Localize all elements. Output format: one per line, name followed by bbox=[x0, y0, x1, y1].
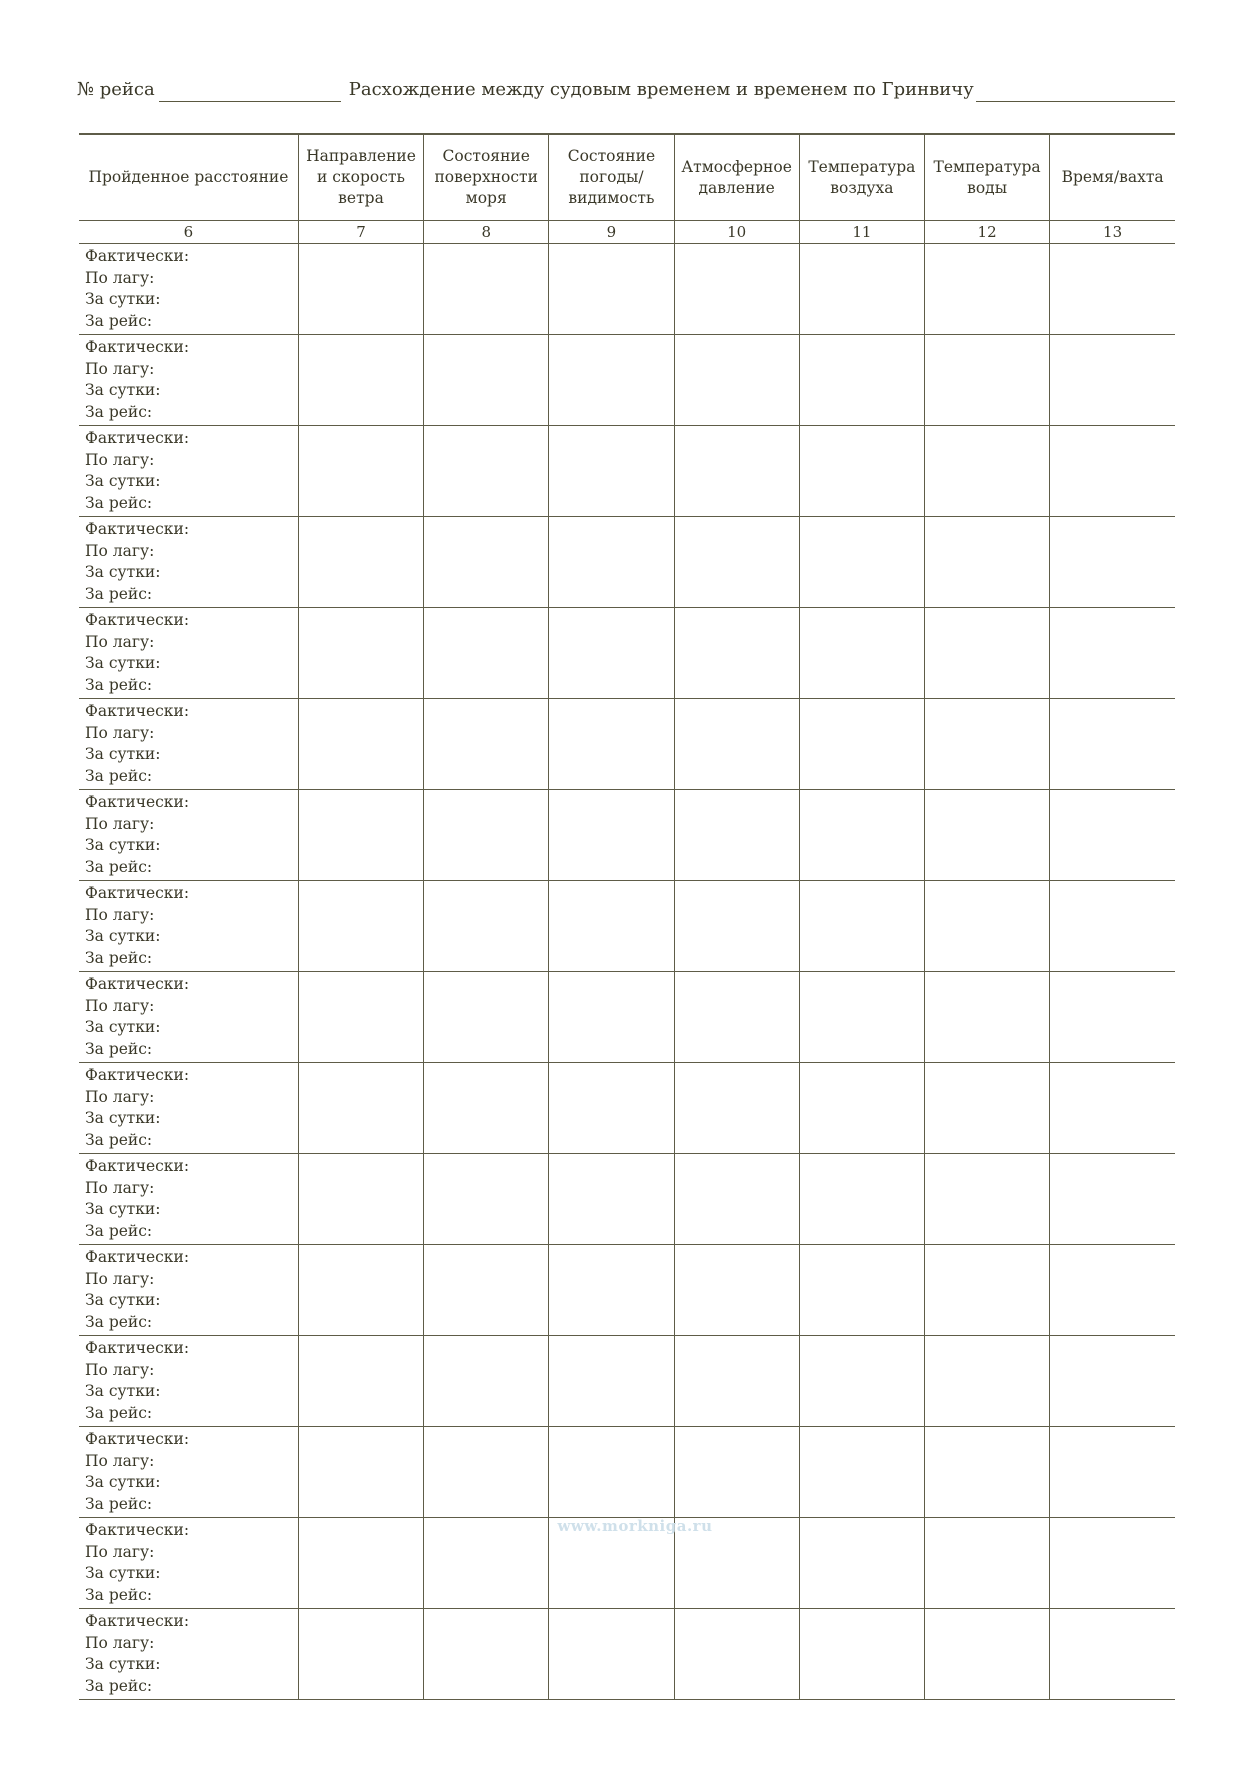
gmt-difference-field[interactable] bbox=[976, 79, 1175, 102]
row-label: За рейс: bbox=[85, 1676, 153, 1695]
row-label: Фактически: bbox=[85, 1157, 190, 1175]
entry-cell[interactable] bbox=[924, 1427, 1049, 1518]
row-label: За сутки: bbox=[85, 1382, 161, 1400]
entry-cell[interactable] bbox=[674, 1609, 799, 1700]
row-label: Фактически: bbox=[85, 611, 190, 629]
entry-cell[interactable] bbox=[298, 1427, 423, 1518]
row-label: За рейс: bbox=[85, 1403, 153, 1422]
row-label: По лагу: bbox=[85, 814, 155, 833]
table-row bbox=[79, 608, 1175, 699]
row-label: По лагу: bbox=[85, 450, 155, 469]
row-label: За сутки: bbox=[85, 1655, 161, 1673]
entry-cell[interactable] bbox=[424, 426, 549, 517]
entry-cell[interactable] bbox=[799, 608, 924, 699]
entry-cell[interactable] bbox=[549, 517, 674, 608]
entry-cell[interactable] bbox=[1050, 1245, 1175, 1336]
distance-labels-cell bbox=[79, 881, 298, 972]
distance-labels-cell bbox=[79, 244, 298, 335]
entry-cell[interactable] bbox=[1050, 1336, 1175, 1427]
entry-cell[interactable] bbox=[674, 426, 799, 517]
entry-cell[interactable] bbox=[799, 335, 924, 426]
voyage-number-label: № рейса bbox=[77, 79, 155, 100]
row-label: За рейс: bbox=[85, 1585, 153, 1604]
row-label: По лагу: bbox=[85, 359, 155, 378]
entry-cell[interactable] bbox=[1050, 608, 1175, 699]
entry-cell[interactable] bbox=[549, 335, 674, 426]
entry-cell[interactable] bbox=[424, 1063, 549, 1154]
row-label: Фактически: bbox=[85, 884, 190, 902]
row-label: За рейс: bbox=[85, 1130, 153, 1149]
row-label: За рейс: bbox=[85, 402, 153, 421]
column-header-row bbox=[79, 134, 1175, 221]
table-row bbox=[79, 1336, 1175, 1427]
entry-cell[interactable] bbox=[549, 972, 674, 1063]
column-number: 9 bbox=[549, 221, 674, 244]
entry-cell[interactable] bbox=[424, 1245, 549, 1336]
entry-cell[interactable] bbox=[674, 244, 799, 335]
entry-cell[interactable] bbox=[1050, 881, 1175, 972]
watermark: www.morkniga.ru bbox=[557, 1517, 713, 1535]
entry-cell[interactable] bbox=[298, 699, 423, 790]
entry-cell[interactable] bbox=[298, 426, 423, 517]
entry-cell[interactable] bbox=[1050, 1518, 1175, 1609]
entry-cell[interactable] bbox=[549, 426, 674, 517]
column-header: Время/вахта bbox=[1050, 134, 1175, 221]
row-label: За сутки: bbox=[85, 1564, 161, 1582]
column-number: 10 bbox=[674, 221, 799, 244]
column-number: 6 bbox=[79, 221, 298, 244]
entry-cell[interactable] bbox=[799, 1609, 924, 1700]
entry-cell[interactable] bbox=[549, 608, 674, 699]
distance-labels-cell bbox=[79, 1245, 298, 1336]
entry-cell[interactable] bbox=[924, 335, 1049, 426]
column-header: Атмосферное давление bbox=[674, 134, 799, 221]
entry-cell[interactable] bbox=[424, 335, 549, 426]
entry-cell[interactable] bbox=[924, 790, 1049, 881]
row-label: По лагу: bbox=[85, 1360, 155, 1379]
row-label: За рейс: bbox=[85, 857, 153, 876]
row-label: За сутки: bbox=[85, 654, 161, 672]
entry-cell[interactable] bbox=[924, 1063, 1049, 1154]
entry-cell[interactable] bbox=[1050, 244, 1175, 335]
distance-labels-cell bbox=[79, 1518, 298, 1609]
entry-cell[interactable] bbox=[1050, 335, 1175, 426]
entry-cell[interactable] bbox=[674, 1063, 799, 1154]
row-label: За сутки: bbox=[85, 927, 161, 945]
entry-cell[interactable] bbox=[424, 1427, 549, 1518]
table-row bbox=[79, 517, 1175, 608]
row-label: Фактически: bbox=[85, 429, 190, 447]
entry-cell[interactable] bbox=[424, 1336, 549, 1427]
entry-cell[interactable] bbox=[674, 335, 799, 426]
row-label: За сутки: bbox=[85, 290, 161, 308]
row-label: За рейс: bbox=[85, 493, 153, 512]
entry-cell[interactable] bbox=[924, 1609, 1049, 1700]
entry-cell[interactable] bbox=[674, 790, 799, 881]
entry-cell[interactable] bbox=[424, 1154, 549, 1245]
row-label: За рейс: bbox=[85, 766, 153, 785]
row-label: Фактически: bbox=[85, 338, 190, 356]
row-label: Фактически: bbox=[85, 1066, 190, 1084]
row-label: Фактически: bbox=[85, 247, 190, 265]
entry-cell[interactable] bbox=[549, 699, 674, 790]
column-number: 12 bbox=[924, 221, 1049, 244]
row-label: За сутки: bbox=[85, 1200, 161, 1218]
entry-cell[interactable] bbox=[1050, 790, 1175, 881]
entry-cell[interactable] bbox=[549, 1609, 674, 1700]
log-table-body bbox=[79, 244, 1175, 1700]
row-label: По лагу: bbox=[85, 905, 155, 924]
row-label: За сутки: bbox=[85, 1109, 161, 1127]
entry-cell[interactable] bbox=[799, 426, 924, 517]
entry-cell[interactable] bbox=[1050, 699, 1175, 790]
row-label: Фактически: bbox=[85, 1521, 190, 1539]
entry-cell[interactable] bbox=[924, 1518, 1049, 1609]
distance-labels-cell bbox=[79, 1427, 298, 1518]
row-label: Фактически: bbox=[85, 1339, 190, 1357]
table-row bbox=[79, 1609, 1175, 1700]
row-label: По лагу: bbox=[85, 632, 155, 651]
entry-cell[interactable] bbox=[298, 1063, 423, 1154]
entry-cell[interactable] bbox=[549, 1427, 674, 1518]
entry-cell[interactable] bbox=[298, 517, 423, 608]
row-label: По лагу: bbox=[85, 996, 155, 1015]
table-row bbox=[79, 244, 1175, 335]
entry-cell[interactable] bbox=[424, 1609, 549, 1700]
column-header: Состояние погоды/ видимость bbox=[549, 134, 674, 221]
row-label: Фактически: bbox=[85, 793, 190, 811]
entry-cell[interactable] bbox=[799, 1336, 924, 1427]
entry-cell[interactable] bbox=[298, 1518, 423, 1609]
entry-cell[interactable] bbox=[674, 699, 799, 790]
entry-cell[interactable] bbox=[549, 244, 674, 335]
table-row bbox=[79, 1063, 1175, 1154]
entry-cell[interactable] bbox=[549, 1063, 674, 1154]
entry-cell[interactable] bbox=[799, 972, 924, 1063]
table-row bbox=[79, 426, 1175, 517]
entry-cell[interactable] bbox=[298, 335, 423, 426]
entry-cell[interactable] bbox=[298, 1609, 423, 1700]
entry-cell[interactable] bbox=[674, 881, 799, 972]
entry-cell[interactable] bbox=[424, 790, 549, 881]
table-row bbox=[79, 335, 1175, 426]
table-row bbox=[79, 1245, 1175, 1336]
row-label: По лагу: bbox=[85, 541, 155, 560]
entry-cell[interactable] bbox=[1050, 1427, 1175, 1518]
column-header: Состояние поверхности моря bbox=[424, 134, 549, 221]
log-table bbox=[79, 133, 1175, 1700]
row-label: За сутки: bbox=[85, 745, 161, 763]
entry-cell[interactable] bbox=[799, 244, 924, 335]
entry-cell[interactable] bbox=[1050, 972, 1175, 1063]
entry-cell[interactable] bbox=[298, 608, 423, 699]
row-label: По лагу: bbox=[85, 1542, 155, 1561]
row-label: Фактически: bbox=[85, 975, 190, 993]
column-header: Температура воды bbox=[924, 134, 1049, 221]
entry-cell[interactable] bbox=[799, 517, 924, 608]
table-row bbox=[79, 1154, 1175, 1245]
entry-cell[interactable] bbox=[924, 972, 1049, 1063]
row-label: За рейс: bbox=[85, 584, 153, 603]
column-number: 13 bbox=[1050, 221, 1175, 244]
column-number: 7 bbox=[298, 221, 423, 244]
row-label: По лагу: bbox=[85, 1269, 155, 1288]
row-label: За сутки: bbox=[85, 1291, 161, 1309]
distance-labels-cell bbox=[79, 1063, 298, 1154]
table-row bbox=[79, 1427, 1175, 1518]
column-number: 11 bbox=[799, 221, 924, 244]
row-label: За сутки: bbox=[85, 1018, 161, 1036]
entry-cell[interactable] bbox=[424, 881, 549, 972]
entry-cell[interactable] bbox=[298, 1154, 423, 1245]
entry-cell[interactable] bbox=[924, 1336, 1049, 1427]
table-row bbox=[79, 699, 1175, 790]
entry-cell[interactable] bbox=[799, 1427, 924, 1518]
row-label: За рейс: bbox=[85, 1039, 153, 1058]
column-number-row bbox=[79, 221, 1175, 244]
entry-cell[interactable] bbox=[924, 881, 1049, 972]
row-label: Фактически: bbox=[85, 1248, 190, 1266]
entry-cell[interactable] bbox=[799, 881, 924, 972]
entry-cell[interactable] bbox=[924, 608, 1049, 699]
entry-cell[interactable] bbox=[799, 699, 924, 790]
entry-cell[interactable] bbox=[424, 699, 549, 790]
distance-labels-cell bbox=[79, 517, 298, 608]
entry-cell[interactable] bbox=[674, 1427, 799, 1518]
entry-cell[interactable] bbox=[549, 1336, 674, 1427]
row-label: По лагу: bbox=[85, 1178, 155, 1197]
entry-cell[interactable] bbox=[674, 608, 799, 699]
entry-cell[interactable] bbox=[674, 972, 799, 1063]
entry-cell[interactable] bbox=[1050, 1154, 1175, 1245]
voyage-number-field[interactable] bbox=[159, 79, 341, 102]
entry-cell[interactable] bbox=[924, 699, 1049, 790]
entry-cell[interactable] bbox=[549, 1245, 674, 1336]
entry-cell[interactable] bbox=[799, 1063, 924, 1154]
row-label: По лагу: bbox=[85, 268, 155, 287]
row-label: По лагу: bbox=[85, 723, 155, 742]
entry-cell[interactable] bbox=[674, 1336, 799, 1427]
row-label: За сутки: bbox=[85, 1473, 161, 1491]
row-label: За рейс: bbox=[85, 1312, 153, 1331]
row-label: Фактически: bbox=[85, 1430, 190, 1448]
row-label: За рейс: bbox=[85, 675, 153, 694]
entry-cell[interactable] bbox=[924, 1154, 1049, 1245]
column-header: Температура воздуха bbox=[799, 134, 924, 221]
entry-cell[interactable] bbox=[1050, 426, 1175, 517]
distance-labels-cell bbox=[79, 426, 298, 517]
row-label: По лагу: bbox=[85, 1633, 155, 1652]
entry-cell[interactable] bbox=[424, 244, 549, 335]
column-header: Направление и скорость ветра bbox=[298, 134, 423, 221]
entry-cell[interactable] bbox=[924, 1245, 1049, 1336]
table-row bbox=[79, 881, 1175, 972]
entry-cell[interactable] bbox=[298, 790, 423, 881]
distance-labels-cell bbox=[79, 972, 298, 1063]
entry-cell[interactable] bbox=[924, 244, 1049, 335]
row-label: За сутки: bbox=[85, 836, 161, 854]
row-label: За рейс: bbox=[85, 1221, 153, 1240]
entry-cell[interactable] bbox=[1050, 517, 1175, 608]
entry-cell[interactable] bbox=[549, 881, 674, 972]
row-label: Фактически: bbox=[85, 1612, 190, 1630]
row-label: За сутки: bbox=[85, 563, 161, 581]
entry-cell[interactable] bbox=[674, 1154, 799, 1245]
entry-cell[interactable] bbox=[298, 244, 423, 335]
row-label: За сутки: bbox=[85, 381, 161, 399]
entry-cell[interactable] bbox=[424, 608, 549, 699]
distance-labels-cell bbox=[79, 1154, 298, 1245]
row-label: Фактически: bbox=[85, 702, 190, 720]
row-label: За рейс: bbox=[85, 1494, 153, 1513]
entry-cell[interactable] bbox=[799, 790, 924, 881]
entry-cell[interactable] bbox=[298, 1336, 423, 1427]
entry-cell[interactable] bbox=[799, 1154, 924, 1245]
entry-cell[interactable] bbox=[674, 1245, 799, 1336]
column-number: 8 bbox=[424, 221, 549, 244]
gmt-difference-label: Расхождение между судовым временем и временем по Гринвичу bbox=[348, 79, 974, 100]
distance-labels-cell bbox=[79, 1336, 298, 1427]
entry-cell[interactable] bbox=[298, 1245, 423, 1336]
column-header: Пройденное расстояние bbox=[79, 134, 298, 221]
entry-cell[interactable] bbox=[549, 1154, 674, 1245]
entry-cell[interactable] bbox=[298, 972, 423, 1063]
row-label: Фактически: bbox=[85, 520, 190, 538]
entry-cell[interactable] bbox=[424, 1518, 549, 1609]
header-line bbox=[77, 72, 1175, 102]
row-label: За рейс: bbox=[85, 948, 153, 967]
distance-labels-cell bbox=[79, 608, 298, 699]
entry-cell[interactable] bbox=[549, 790, 674, 881]
row-label: За сутки: bbox=[85, 472, 161, 490]
entry-cell[interactable] bbox=[674, 517, 799, 608]
distance-labels-cell bbox=[79, 1609, 298, 1700]
row-label: За рейс: bbox=[85, 311, 153, 330]
entry-cell[interactable] bbox=[924, 517, 1049, 608]
entry-cell[interactable] bbox=[799, 1245, 924, 1336]
distance-labels-cell bbox=[79, 790, 298, 881]
entry-cell[interactable] bbox=[924, 426, 1049, 517]
entry-cell[interactable] bbox=[799, 1518, 924, 1609]
entry-cell[interactable] bbox=[298, 881, 423, 972]
entry-cell[interactable] bbox=[1050, 1063, 1175, 1154]
entry-cell[interactable] bbox=[424, 972, 549, 1063]
distance-labels-cell bbox=[79, 699, 298, 790]
distance-labels-cell bbox=[79, 335, 298, 426]
entry-cell[interactable] bbox=[1050, 1609, 1175, 1700]
row-label: По лагу: bbox=[85, 1451, 155, 1470]
entry-cell[interactable] bbox=[424, 517, 549, 608]
table-row bbox=[79, 972, 1175, 1063]
table-row bbox=[79, 790, 1175, 881]
row-label: По лагу: bbox=[85, 1087, 155, 1106]
